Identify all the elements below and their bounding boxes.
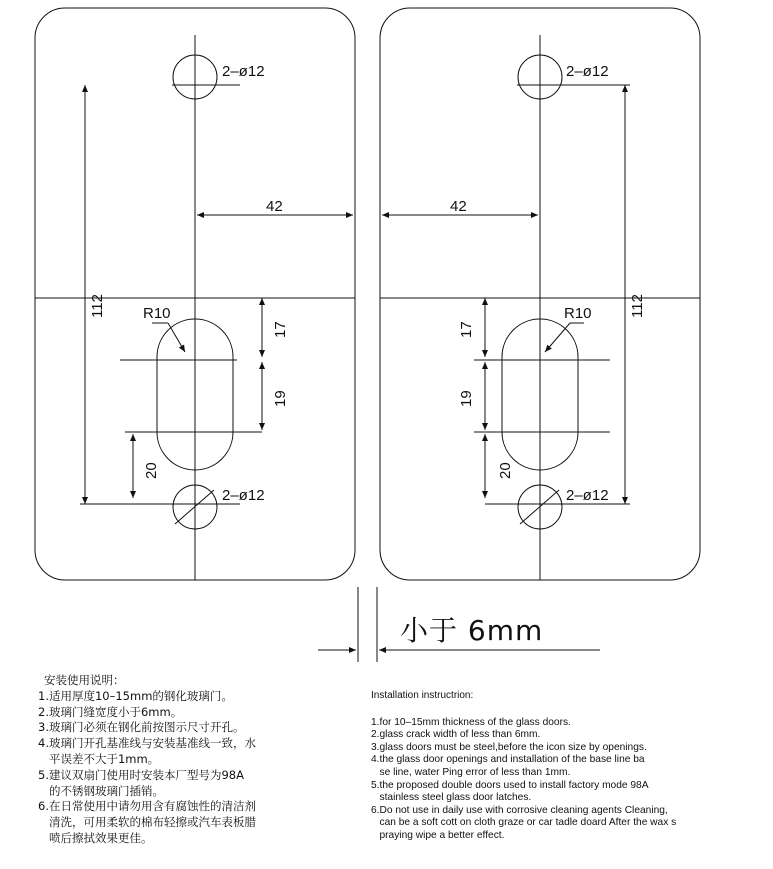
right-height-dimension: 112: [629, 294, 646, 318]
left-dimension-a: 17: [272, 321, 289, 338]
right-plate-labels: [450, 63, 646, 504]
left-dimension-b: 19: [272, 390, 289, 407]
right-dimension-a: 17: [458, 321, 475, 338]
chinese-instruction-line: 3.玻璃门必须在钢化前按图示尺寸开孔。: [38, 720, 245, 735]
left-plate-labels: [89, 63, 289, 504]
left-width-dimension: 42: [266, 198, 283, 215]
english-instructions: [371, 690, 766, 843]
english-instruction-line: 1.for 10–15mm thickness of the glass doors.: [371, 716, 571, 728]
right-width-dimension: 42: [450, 198, 467, 215]
left-bottom-hole-label: 2–ø12: [222, 487, 265, 504]
right-plate: [380, 8, 700, 580]
chinese-instruction-line: 4.玻璃门开孔基准线与安装基准线一致，水: [38, 736, 256, 751]
english-instruction-line: se line, water Ping error of less than 1mm.: [371, 766, 571, 778]
chinese-instruction-line: 的不锈钢玻璃门插销。: [38, 783, 164, 798]
english-instruction-line: 5.the proposed double doors used to install factory mode 98A: [371, 779, 649, 791]
chinese-instruction-line: 清洗，可用柔软的棉布轻擦或汽车表板腊: [38, 815, 256, 830]
english-instruction-line: can be a soft cott on cloth graze or car tadle doard After the wax s: [371, 817, 677, 829]
english-instruction-line: 3.glass doors must be steel,before the icon size by openings.: [371, 741, 647, 753]
chinese-instruction-line: 2.玻璃门缝宽度小于6mm。: [38, 704, 183, 719]
english-instruction-line: stainless steel glass door latches.: [371, 792, 532, 804]
right-dimension-b: 19: [458, 390, 475, 407]
chinese-instruction-line: 平误差不大于1mm。: [38, 751, 160, 766]
left-radius-label: R10: [143, 305, 171, 322]
right-dimension-c: 20: [497, 462, 514, 479]
english-instructions-title: Installation instructrion:: [371, 690, 474, 701]
english-instruction-line: 6.Do not use in daily use with corrosive cleaning agents Cleaning,: [371, 804, 668, 816]
chinese-instruction-line: 6.在日常使用中请勿用含有腐蚀性的清洁剂: [38, 799, 256, 814]
left-height-dimension: 112: [89, 294, 106, 318]
chinese-instructions-title: 安装使用说明：: [44, 673, 125, 687]
left-plate: [35, 8, 355, 580]
right-radius-label: R10: [564, 305, 592, 322]
left-top-hole-label: 2–ø12: [222, 63, 265, 80]
english-instruction-line: 2.glass crack width of less than 6mm.: [371, 729, 541, 741]
english-instruction-line: 4.the glass door openings and installation of the base line ba: [371, 754, 645, 766]
chinese-instruction-line: 1.适用厚度10–15mm的钢化玻璃门。: [38, 688, 233, 703]
left-dimension-c: 20: [143, 462, 160, 479]
chinese-instruction-line: 5.建议双扇门使用时安装本厂型号为98A: [38, 767, 244, 782]
chinese-instructions: [38, 673, 358, 847]
right-bottom-hole-label: 2–ø12: [566, 487, 609, 504]
gap-width-label: 小于 6mm: [400, 614, 544, 647]
english-instruction-line: praying wipe a better effect.: [371, 829, 505, 841]
right-top-hole-label: 2–ø12: [566, 63, 609, 80]
chinese-instruction-line: 喷后擦拭效果更佳。: [38, 830, 153, 845]
